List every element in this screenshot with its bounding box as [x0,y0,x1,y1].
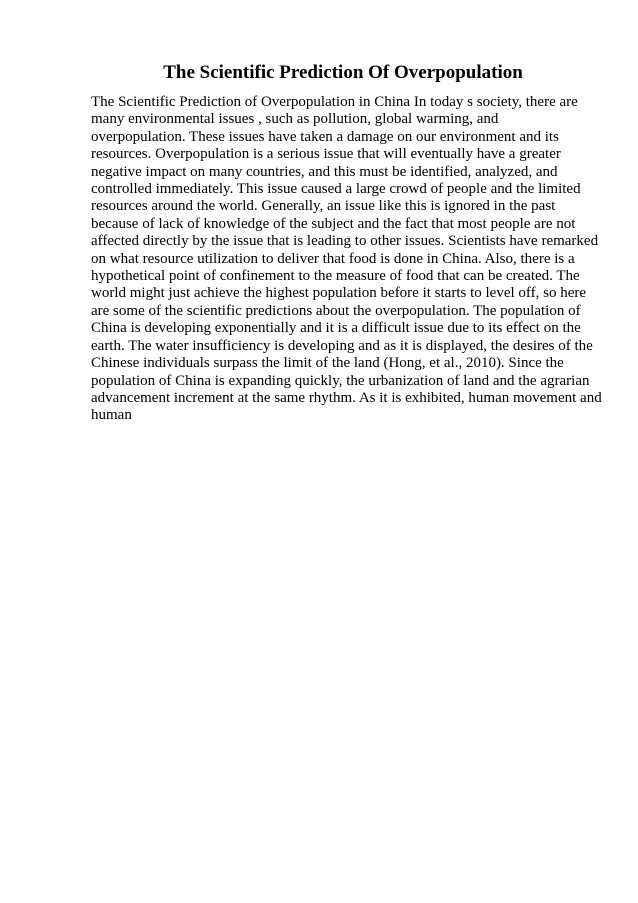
body-line: many environmental issues , such as pollution, global warming, and [91,111,499,128]
body-line: hypothetical point of confinement to the measure of food that can be created. The [91,268,580,285]
body-line: affected directly by the issue that is leading to other issues. Scientists have remarked [91,233,599,250]
document-body [91,94,601,425]
body-line: overpopulation. These issues have taken a damage on our environment and its [91,128,559,145]
body-line: are some of the scientific predictions about the overpopulation. The population of [91,302,581,319]
body-line: The Scientific Prediction of Overpopulation in China In today s society, there are [91,94,578,110]
body-line: negative impact on many countries, and this must be identified, analyzed, and [91,163,558,180]
body-line: resources around the world. Generally, an issue like this is ignored in the past [91,198,556,215]
document-title: The Scientific Prediction Of Overpopulation [163,62,523,83]
body-line: resources. Overpopulation is a serious issue that will eventually have a greater [91,146,561,163]
body-line: China is developing exponentially and it is a difficult issue due to its effect on the [91,320,581,337]
body-line: human [91,407,132,424]
body-line: world might just achieve the highest population before it starts to level off, so here [91,285,587,302]
body-line: Chinese individuals surpass the limit of the land (Hong, et al., 2010). Since the [91,355,564,372]
body-line: on what resource utilization to deliver that food is done in China. Also, there is a [91,250,575,267]
body-line: controlled immediately. This issue caused a large crowd of people and the limited [91,181,581,198]
body-line: because of lack of knowledge of the subject and the fact that most people are not [91,215,576,232]
body-line: population of China is expanding quickly, the urbanization of land and the agrarian [91,372,590,389]
body-line: earth. The water insufficiency is developing and as it is displayed, the desires of the [91,337,593,354]
body-line: advancement increment at the same rhythm. As it is exhibited, human movement and [91,389,602,406]
